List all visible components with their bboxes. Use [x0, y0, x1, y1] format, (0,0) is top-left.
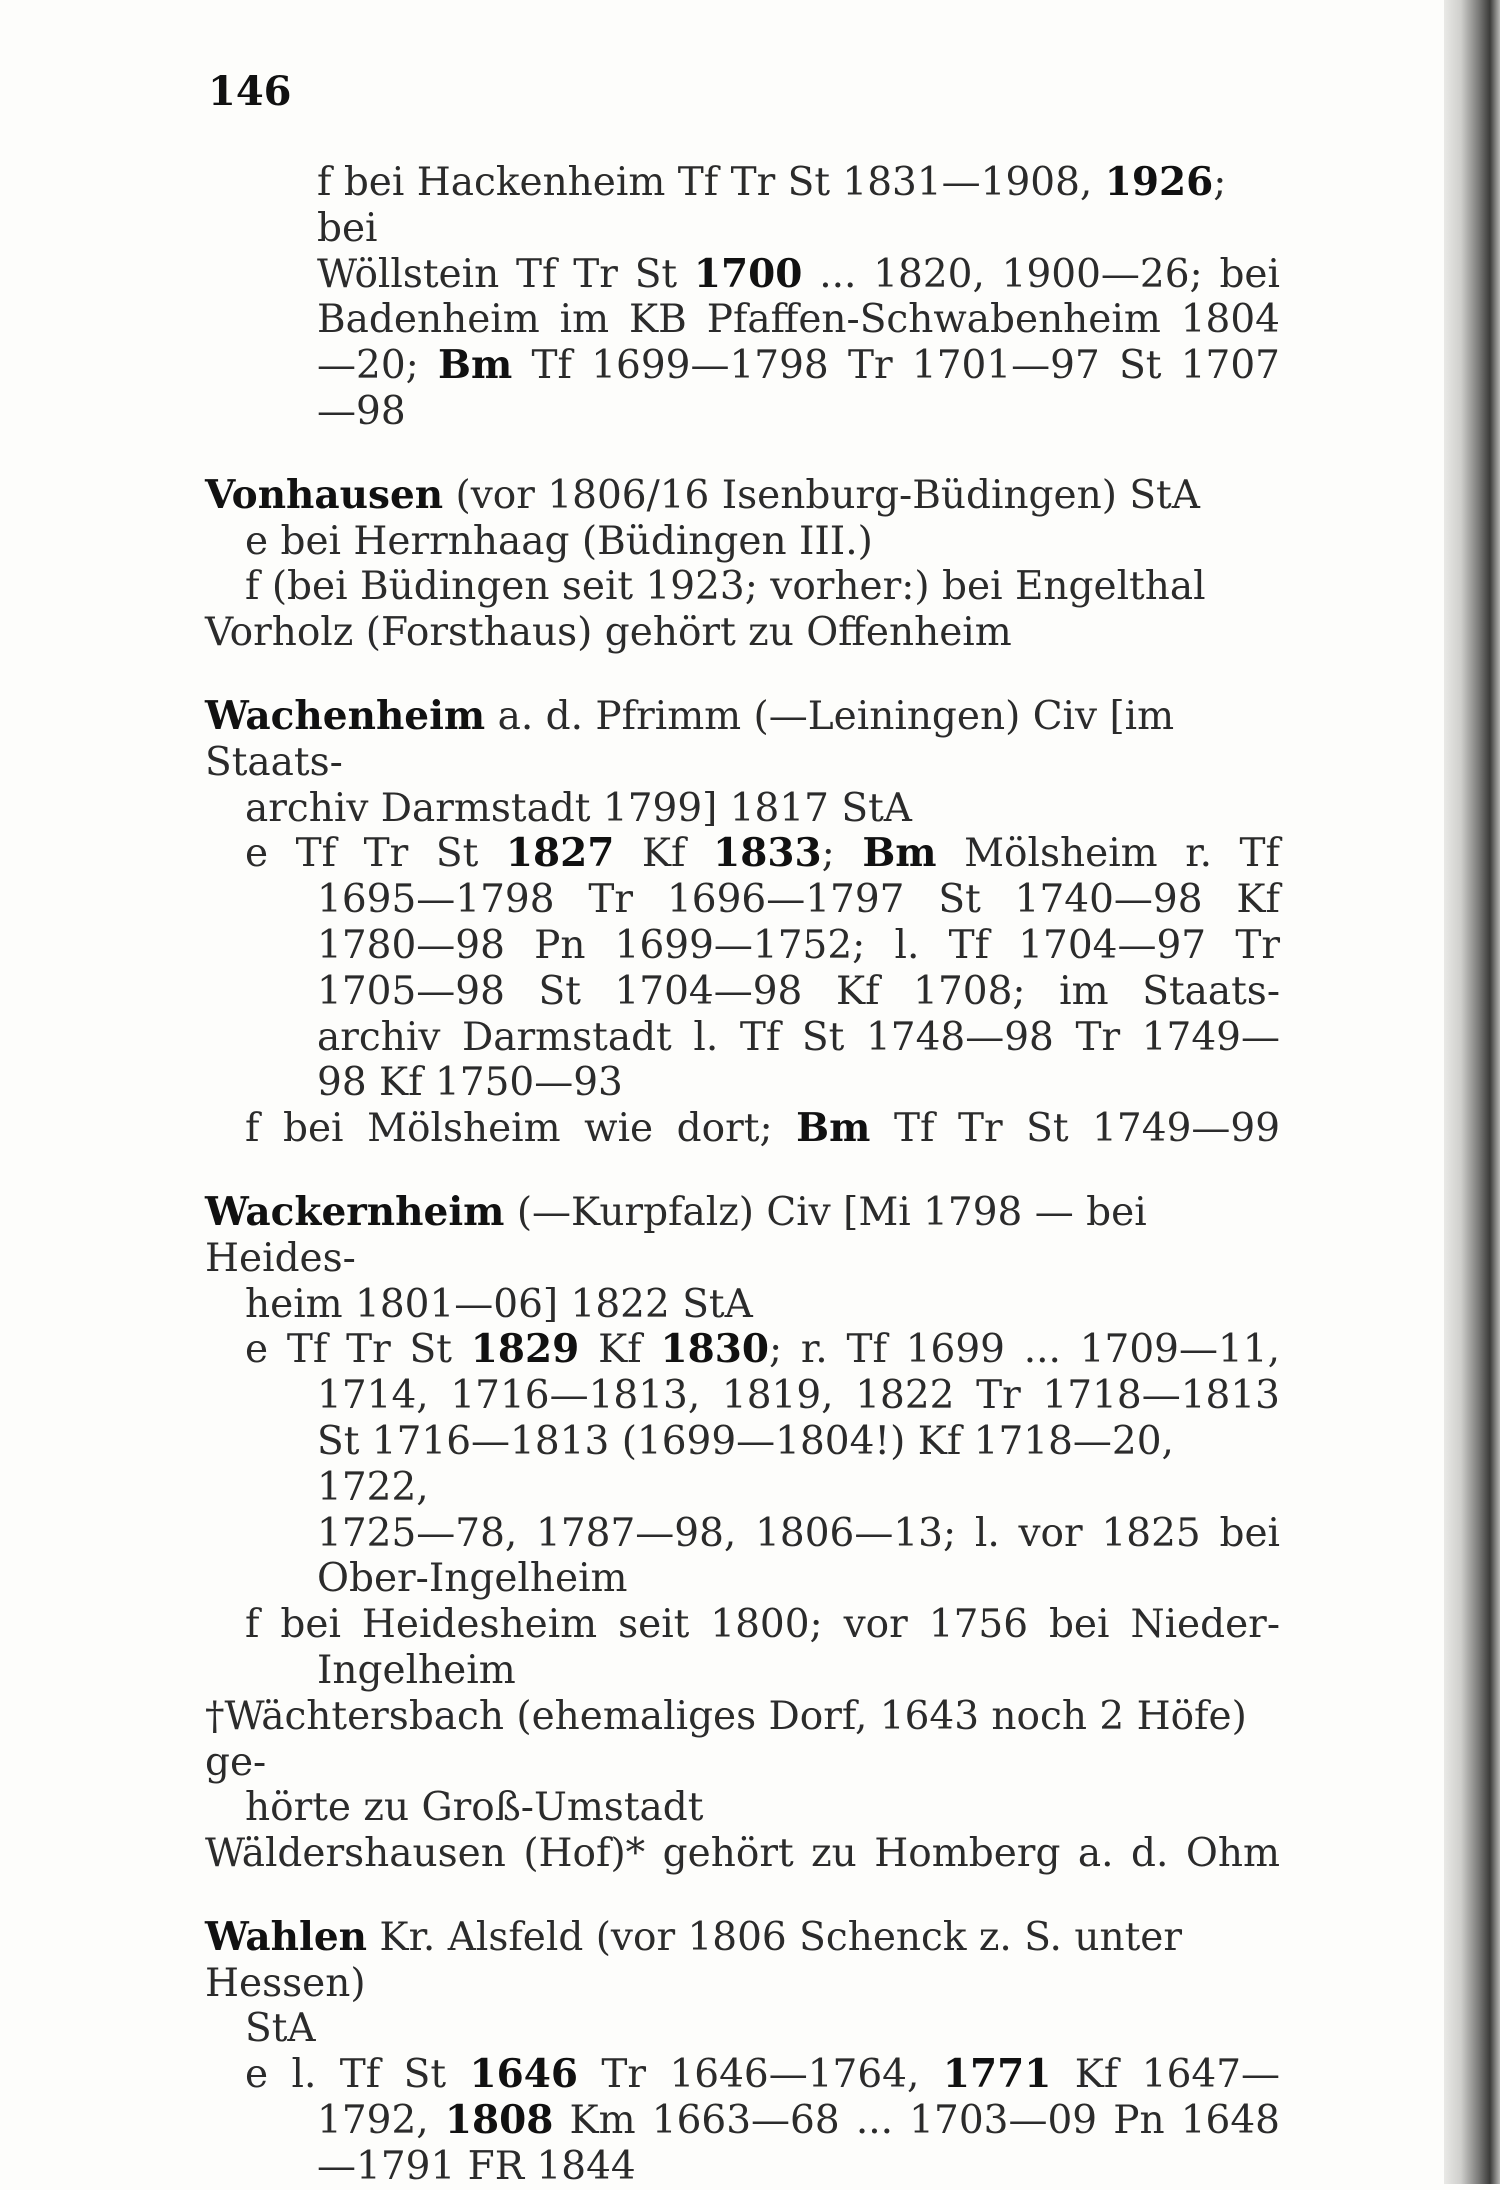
text-run: StA	[245, 2006, 316, 2052]
text-run: Wöllstein Tf Tr St	[317, 251, 694, 297]
text-line	[205, 786, 1280, 832]
text-line	[205, 1511, 1280, 1557]
text-line	[205, 2144, 1280, 2190]
text-run: f bei Mölsheim wie dort;	[245, 1106, 797, 1152]
text-line	[205, 1327, 1280, 1373]
paragraph-gap	[205, 435, 1280, 473]
bold-text: Bm	[796, 1105, 871, 1152]
text-run: 98 Kf 1750—93	[317, 1060, 623, 1106]
text-run: Kf	[579, 1327, 661, 1373]
text-line	[205, 923, 1280, 969]
text-run: 1695—1798 Tr 1696—1797 St 1740—98 Kf	[317, 877, 1280, 923]
text-line	[205, 1373, 1280, 1419]
text-line	[205, 389, 1280, 435]
bold-text: Wachenheim	[205, 692, 486, 739]
text-line	[205, 2098, 1280, 2144]
text-line	[205, 877, 1280, 923]
text-run: a. d. Pfrimm (—Leiningen) Civ [im Staats-	[205, 693, 1175, 785]
text-run: Kr. Alsfeld (vor 1806 Schenck z. S. unter Hessen)	[205, 1914, 1182, 2006]
text-line	[205, 2006, 1280, 2052]
text-run: Kf	[614, 831, 714, 877]
text-run: ; bei	[317, 160, 1227, 251]
text-run: 1705—98 St 1704—98 Kf 1708; im Staats-	[317, 968, 1280, 1014]
text-run: Ingelheim	[317, 1647, 516, 1693]
text-run: —1791 FR 1844	[317, 2143, 636, 2189]
bold-text: Wackernheim	[205, 1188, 505, 1235]
text-line	[205, 1060, 1280, 1106]
text-run: 1792,	[317, 2098, 445, 2144]
text-run: Tf Tr St 1749—99	[870, 1106, 1281, 1152]
paragraph-gap	[205, 1877, 1280, 1915]
text-run: Tf 1699—1798 Tr 1701—97 St 1707	[512, 343, 1280, 389]
text-run: St 1716—1813 (1699—1804!) Kf 1718—20, 1722,	[317, 1418, 1174, 1510]
text-line	[205, 831, 1280, 877]
text-run: †Wächtersbach (ehemaliges Dorf, 1643 noch 2 Höfe) ge-	[205, 1693, 1247, 1785]
text-line	[205, 610, 1280, 656]
text-run: ... 1820, 1900—26; bei	[802, 251, 1280, 297]
text-run: e l. Tf St	[245, 2052, 470, 2098]
text-line	[205, 2052, 1280, 2098]
text-line	[205, 473, 1280, 519]
text-run: f (bei Büdingen seit 1923; vorher:) bei Engelthal	[245, 564, 1206, 610]
text-run: 1714, 1716—1813, 1819, 1822 Tr 1718—1813	[317, 1373, 1280, 1419]
text-run: heim 1801—06] 1822 StA	[245, 1281, 753, 1327]
text-run: Badenheim im KB Pfaffen-Schwabenheim 1804	[317, 297, 1280, 343]
text-line	[205, 252, 1280, 298]
text-run: Kf 1647—	[1051, 2052, 1281, 2098]
text-line	[205, 1419, 1280, 1511]
text-line	[205, 1915, 1280, 2007]
text-line	[205, 1556, 1280, 1602]
text-run: archiv Darmstadt l. Tf St 1748—98 Tr 1749—	[317, 1014, 1280, 1060]
text-run: —20;	[317, 343, 439, 389]
text-line	[205, 519, 1280, 565]
text-line	[205, 1190, 1280, 1282]
text-line	[205, 160, 1280, 252]
bold-text: 1771	[942, 2051, 1052, 2098]
page-content	[205, 160, 1280, 2190]
text-line	[205, 1602, 1280, 1648]
text-run: f bei Hackenheim Tf Tr St 1831—1908,	[317, 160, 1105, 205]
bold-text: 1829	[470, 1326, 580, 1373]
text-line	[205, 1015, 1280, 1061]
bold-text: 1700	[693, 250, 803, 297]
paragraph-gap	[205, 1152, 1280, 1190]
text-run: ; r. Tf 1699 ... 1709—11,	[768, 1327, 1280, 1373]
bold-text: Bm	[438, 342, 513, 389]
text-run: Km 1663—68 ... 1703—09 Pn 1648	[553, 2098, 1280, 2144]
text-run: 1780—98 Pn 1699—1752; l. Tf 1704—97 Tr	[317, 922, 1280, 968]
bold-text: Bm	[862, 830, 937, 877]
text-line	[205, 564, 1280, 610]
bold-text: Vonhausen	[205, 471, 444, 518]
text-run: Tr 1646—1764,	[578, 2052, 943, 2098]
text-run: Ober-Ingelheim	[317, 1556, 628, 1602]
text-line	[205, 1106, 1280, 1152]
bold-text: 1808	[444, 2097, 554, 2144]
text-run: hörte zu Groß-Umstadt	[245, 1785, 704, 1831]
bold-text: 1827	[505, 830, 615, 877]
bold-text: 1830	[660, 1326, 769, 1373]
text-run: Mölsheim r. Tf	[936, 831, 1280, 877]
text-line	[205, 969, 1280, 1015]
bold-text: 1926	[1104, 159, 1214, 205]
text-line	[205, 1831, 1280, 1877]
text-run: ;	[821, 831, 863, 877]
bold-text: Wahlen	[205, 1913, 368, 1960]
text-run: (—Kurpfalz) Civ [Mi 1798 — bei Heides-	[205, 1189, 1147, 1281]
text-line	[205, 694, 1280, 786]
text-run: archiv Darmstadt 1799] 1817 StA	[245, 785, 912, 831]
text-run: 1725—78, 1787—98, 1806—13; l. vor 1825 bei	[317, 1510, 1280, 1556]
text-run: e Tf Tr St	[245, 1327, 471, 1373]
text-run: e Tf Tr St	[245, 831, 506, 877]
book-binding-edge	[1444, 0, 1500, 2184]
text-run: e bei Herrnhaag (Büdingen III.)	[245, 518, 873, 564]
paragraph-gap	[205, 656, 1280, 694]
text-run: (vor 1806/16 Isenburg-Büdingen) StA	[443, 472, 1200, 518]
text-line	[205, 1648, 1280, 1694]
page-number: 146	[208, 68, 292, 115]
text-line	[205, 1694, 1280, 1786]
text-run: Wäldershausen (Hof)* gehört zu Homberg a. d. Ohm	[205, 1831, 1280, 1877]
text-run: Vorholz (Forsthaus) gehört zu Offenheim	[205, 610, 1012, 656]
bold-text: 1833	[713, 830, 822, 877]
text-line	[205, 343, 1280, 389]
text-line	[205, 297, 1280, 343]
text-run: f bei Heidesheim seit 1800; vor 1756 bei Nieder-	[245, 1602, 1280, 1648]
text-line	[205, 1282, 1280, 1328]
text-line	[205, 1785, 1280, 1831]
bold-text: 1646	[469, 2051, 578, 2098]
text-run: —98	[317, 388, 406, 434]
